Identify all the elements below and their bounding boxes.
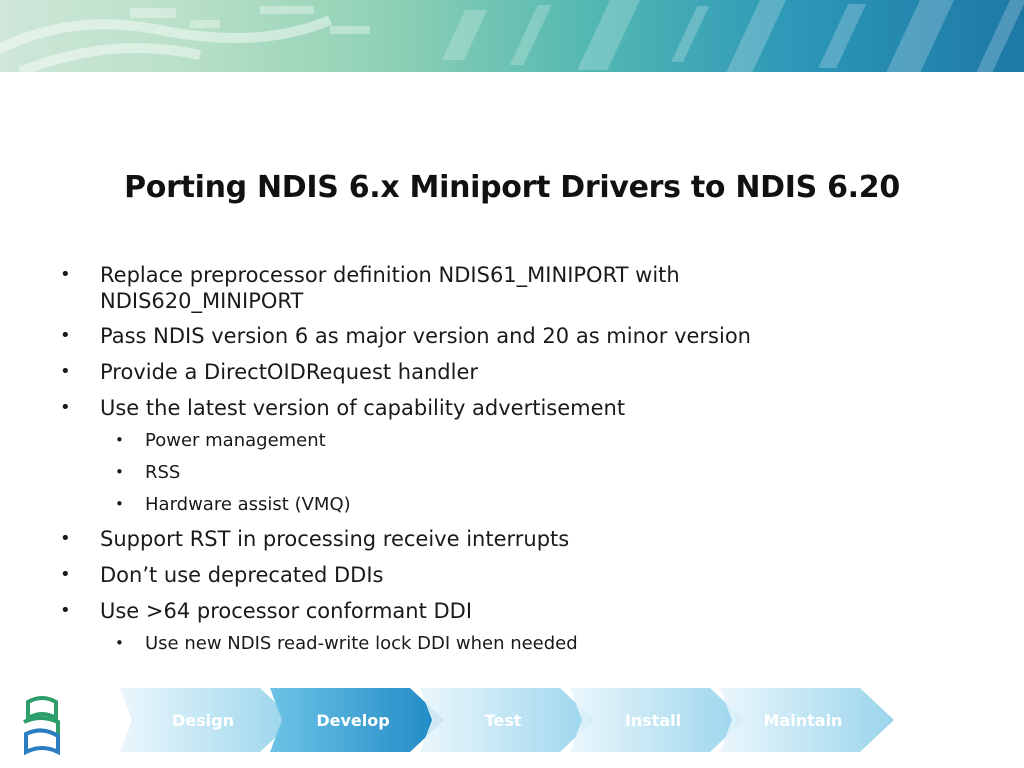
process-step-label: Design [172, 711, 234, 730]
bullet-item: Provide a DirectOIDRequest handler [100, 360, 478, 384]
bullet-dot: • [60, 397, 71, 418]
bullet-item: Pass NDIS version 6 as major version and 20 as minor version [100, 324, 751, 348]
circuit-banner-graphic [0, 0, 1024, 72]
bullet-dot: • [60, 528, 71, 549]
bullet-dot: • [115, 463, 124, 481]
bullet-item: Use >64 processor conformant DDI [100, 599, 473, 623]
bullet-dot: • [115, 431, 124, 449]
bullet-text-continued: NDIS620_MINIPORT [100, 289, 304, 313]
header-banner [0, 0, 1024, 72]
bullet-item: Use the latest version of capability advertisement [100, 396, 626, 420]
process-step-label: Develop [316, 711, 390, 730]
sub-bullet-item: Power management [145, 430, 326, 451]
sub-bullet-item: RSS [145, 462, 181, 483]
bullet-item [100, 262, 960, 314]
bullet-item: Support RST in processing receive interrupts [100, 527, 570, 551]
bullet-dot: • [60, 264, 71, 285]
bullet-dot: • [60, 325, 71, 346]
process-flow [120, 678, 910, 762]
windows-driver-logo-icon [18, 696, 66, 758]
sub-bullet-item: Hardware assist (VMQ) [145, 494, 351, 515]
slide-title: Porting NDIS 6.x Miniport Drivers to NDIS 6.20 [124, 170, 900, 205]
bullet-dot: • [115, 634, 124, 652]
bullet-dot: • [115, 495, 124, 513]
process-step-label: Maintain [763, 711, 843, 730]
process-step-label: Test [484, 711, 522, 730]
bullet-dot: • [60, 361, 71, 382]
bullet-dot: • [60, 600, 71, 621]
process-step-label: Install [624, 711, 682, 730]
bullet-text: Replace preprocessor definition NDIS61_MINIPORT with [100, 263, 680, 287]
bullet-dot: • [60, 564, 71, 585]
bullet-item: Don’t use deprecated DDIs [100, 563, 384, 587]
sub-bullet-item: Use new NDIS read-write lock DDI when needed [145, 633, 578, 654]
